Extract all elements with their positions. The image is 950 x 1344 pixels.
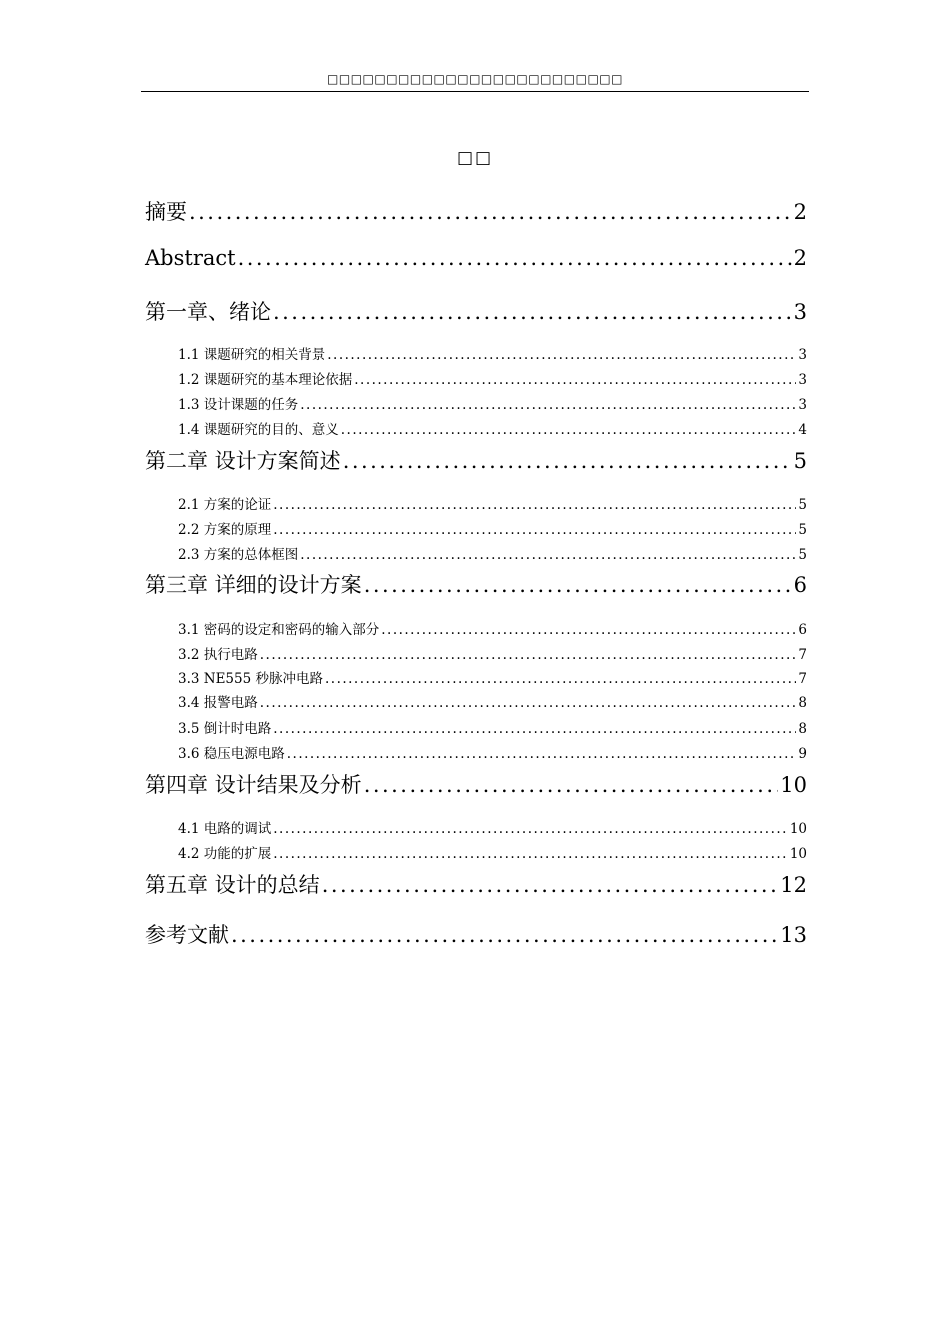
toc-entry-label: 3.1 密码的设定和密码的输入部分	[178, 622, 380, 638]
toc-entry-page: 5	[798, 497, 807, 513]
toc-entry-label: 2.2 方案的原理	[178, 522, 272, 538]
toc-entry-page: 3	[798, 347, 807, 363]
toc-subentry[interactable]	[145, 742, 807, 762]
toc-entry-label: 第四章 设计结果及分析	[145, 773, 362, 797]
toc-leader-dots	[260, 695, 797, 711]
toc-subentry[interactable]	[145, 643, 807, 663]
toc-entry-page: 13	[780, 923, 807, 947]
page-header	[141, 68, 809, 92]
toc-entry[interactable]	[145, 769, 807, 799]
toc-entry-label: 1.4 课题研究的目的、意义	[178, 422, 339, 438]
toc-entry-page: 2	[793, 200, 807, 224]
toc-entry-page: 4	[798, 422, 807, 438]
header-rule	[141, 91, 809, 92]
toc-leader-dots	[364, 573, 792, 597]
header-text: □□□□□□□□□□□□□□□□□□□□□□□□□	[327, 72, 623, 86]
toc-leader-dots	[300, 547, 796, 563]
toc-entry-label: 4.1 电路的调试	[178, 821, 272, 837]
toc-leader-dots	[189, 200, 792, 224]
toc-leader-dots	[273, 821, 788, 837]
toc-entry-page: 3	[793, 300, 807, 324]
toc-entry-page: 8	[798, 721, 807, 737]
toc-title: □□	[456, 148, 494, 168]
toc-entry-label: 第五章 设计的总结	[145, 873, 320, 897]
toc-entry[interactable]	[145, 196, 807, 226]
toc-entry-page: 12	[780, 873, 807, 897]
toc-entry-page: 2	[793, 246, 807, 270]
toc-leader-dots	[364, 773, 779, 797]
toc-leader-dots	[343, 449, 792, 473]
toc-entry-label: 第二章 设计方案简述	[145, 449, 341, 473]
toc-subentry[interactable]	[145, 618, 807, 638]
toc-entry-page: 10	[789, 846, 807, 862]
toc-entry-label: 3.6 稳压电源电路	[178, 746, 285, 762]
toc-entry-page: 6	[793, 573, 807, 597]
toc-entry-label: 3.5 倒计时电路	[178, 721, 272, 737]
toc-leader-dots	[273, 522, 796, 538]
toc-leader-dots	[354, 372, 796, 388]
toc-leader-dots	[273, 300, 792, 324]
toc-entry-page: 6	[798, 622, 807, 638]
toc-entry-label: Abstract	[145, 246, 236, 270]
toc-subentry[interactable]	[145, 817, 807, 837]
toc-entry-page: 7	[798, 671, 807, 687]
toc-entry-label: 1.3 设计课题的任务	[178, 397, 299, 413]
toc-leader-dots	[273, 846, 788, 862]
toc-entry-page: 5	[798, 547, 807, 563]
toc-entry-label: 1.2 课题研究的基本理论依据	[178, 372, 353, 388]
toc-leader-dots	[300, 397, 796, 413]
toc-subentry[interactable]	[145, 493, 807, 513]
toc-subentry[interactable]	[145, 543, 807, 563]
toc-entry-page: 5	[793, 449, 807, 473]
toc-entry[interactable]	[145, 246, 807, 270]
toc-leader-dots	[325, 671, 796, 687]
toc-leader-dots	[327, 347, 796, 363]
toc-entry-label: 参考文献	[145, 923, 229, 947]
toc-entry-page: 3	[798, 372, 807, 388]
toc-entry-page: 8	[798, 695, 807, 711]
toc-leader-dots	[287, 746, 797, 762]
toc-entry-page: 7	[798, 647, 807, 663]
toc-leader-dots	[260, 647, 797, 663]
toc-subentry[interactable]	[145, 368, 807, 388]
toc-subentry[interactable]	[145, 717, 807, 737]
toc-entry-page: 10	[780, 773, 807, 797]
toc-entry-label: 第一章、绪论	[145, 300, 271, 324]
toc-entry-label: 3.2 执行电路	[178, 647, 258, 663]
toc-subentry[interactable]	[145, 418, 807, 438]
toc-leader-dots	[238, 246, 792, 270]
toc-subentry[interactable]	[145, 842, 807, 862]
toc-subentry[interactable]	[145, 518, 807, 538]
toc-subentry[interactable]	[145, 667, 807, 687]
toc-subentry[interactable]	[145, 343, 807, 363]
toc-leader-dots	[273, 721, 796, 737]
toc-entry-page: 10	[789, 821, 807, 837]
toc-entry-label: 第三章 详细的设计方案	[145, 573, 362, 597]
toc-entry-label: 4.2 功能的扩展	[178, 846, 272, 862]
toc-entry-page: 9	[798, 746, 807, 762]
toc-entry[interactable]	[145, 919, 807, 949]
toc-leader-dots	[381, 622, 796, 638]
toc-subentry[interactable]	[145, 393, 807, 413]
toc-subentry[interactable]	[145, 691, 807, 711]
toc-entry[interactable]	[145, 445, 807, 475]
toc-entry-page: 3	[798, 397, 807, 413]
toc-entry-label: 摘要	[145, 200, 187, 224]
toc-entry-label: 3.3 NE555 秒脉冲电路	[178, 671, 323, 687]
toc-leader-dots	[273, 497, 796, 513]
toc-entry-label: 2.3 方案的总体框图	[178, 547, 299, 563]
toc-entry-label: 3.4 报警电路	[178, 695, 258, 711]
toc-entry[interactable]	[145, 296, 807, 326]
toc-leader-dots	[341, 422, 797, 438]
toc-entry[interactable]	[145, 869, 807, 899]
toc-entry-page: 5	[798, 522, 807, 538]
toc-leader-dots	[322, 873, 779, 897]
toc-entry-label: 1.1 课题研究的相关背景	[178, 347, 326, 363]
toc-entry-label: 2.1 方案的论证	[178, 497, 272, 513]
toc-entry[interactable]	[145, 569, 807, 599]
toc-leader-dots	[231, 923, 778, 947]
